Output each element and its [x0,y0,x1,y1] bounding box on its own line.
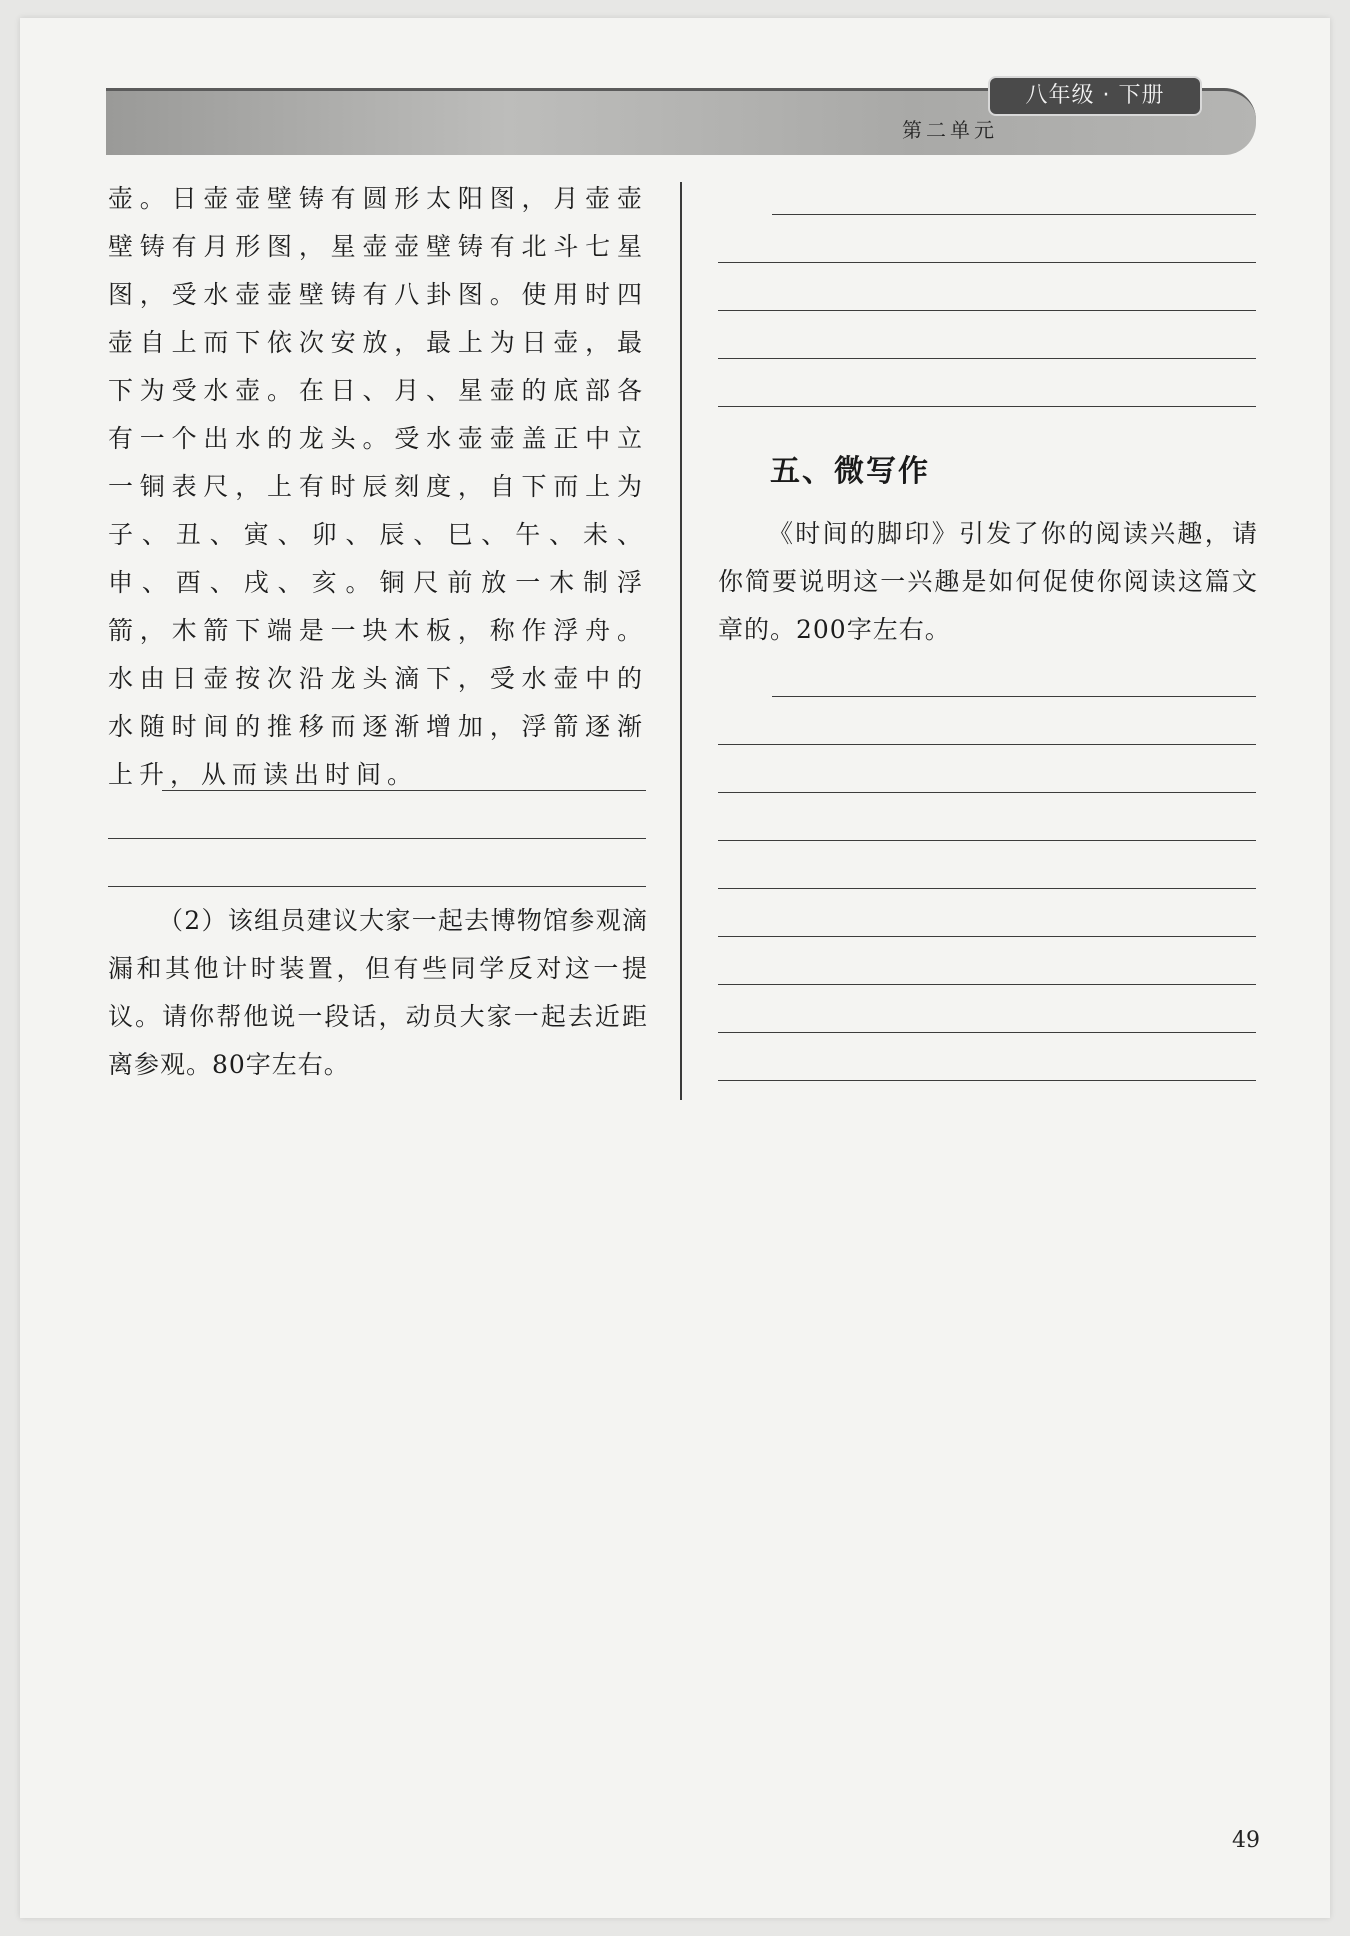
writing-line[interactable] [718,984,1256,985]
answer-line[interactable] [718,358,1256,359]
reading-passage: 壶。日壶壶壁铸有圆形太阳图，月壶壶壁铸有月形图，星壶壶壁铸有北斗七星图，受水壶壶壁铸有八卦图。使用时四壶自上而下依次安放，最上为日壶，最下为受水壶。在日、月、星壶的底部各有一个出水的龙头。受水壶壶盖正中立一铜表尺，上有时辰刻度，自下而上为子、丑、寅、卯、辰、巳、午、未、申、酉、戌、亥。铜尺前放一木制浮箭，木箭下端是一块木板，称作浮舟。水由日壶按次沿龙头滴下，受水壶中的水随时间的推移而逐渐增加，浮箭逐渐上升，从而读出时间。 [108,184,648,789]
writing-line[interactable] [772,696,1256,697]
question-2-text: （2）该组员建议大家一起去博物馆参观滴漏和其他计时装置，但有些同学反对这一提议。请你帮他说一段话，动员大家一起去近距离参观。80字左右。 [108,906,648,1079]
writing-line[interactable] [718,840,1256,841]
micro-writing-prompt: 《时间的脚印》引发了你的阅读兴趣，请你简要说明这一兴趣是如何促使你阅读这篇文章的。200字左右。 [718,519,1258,644]
unit-label: 第二单元 [902,118,998,142]
answer-line[interactable] [718,406,1256,407]
writing-line[interactable] [718,1080,1256,1081]
micro-writing-prompt-block [718,510,1258,654]
left-column [108,175,648,799]
section-title: 五、微写作 [770,454,930,489]
question-2-block [108,897,648,1089]
answer-line[interactable] [108,838,646,839]
grade-tab: 八年级 · 下册 [988,76,1202,116]
writing-line[interactable] [718,792,1256,793]
answer-line[interactable] [162,790,646,791]
column-divider [680,182,682,1100]
writing-line[interactable] [718,1032,1256,1033]
answer-line[interactable] [772,214,1256,215]
page-number: 49 [1232,1828,1260,1853]
answer-line[interactable] [108,886,646,887]
writing-line[interactable] [718,936,1256,937]
writing-line[interactable] [718,888,1256,889]
writing-line[interactable] [718,744,1256,745]
answer-line[interactable] [718,310,1256,311]
answer-line[interactable] [718,262,1256,263]
